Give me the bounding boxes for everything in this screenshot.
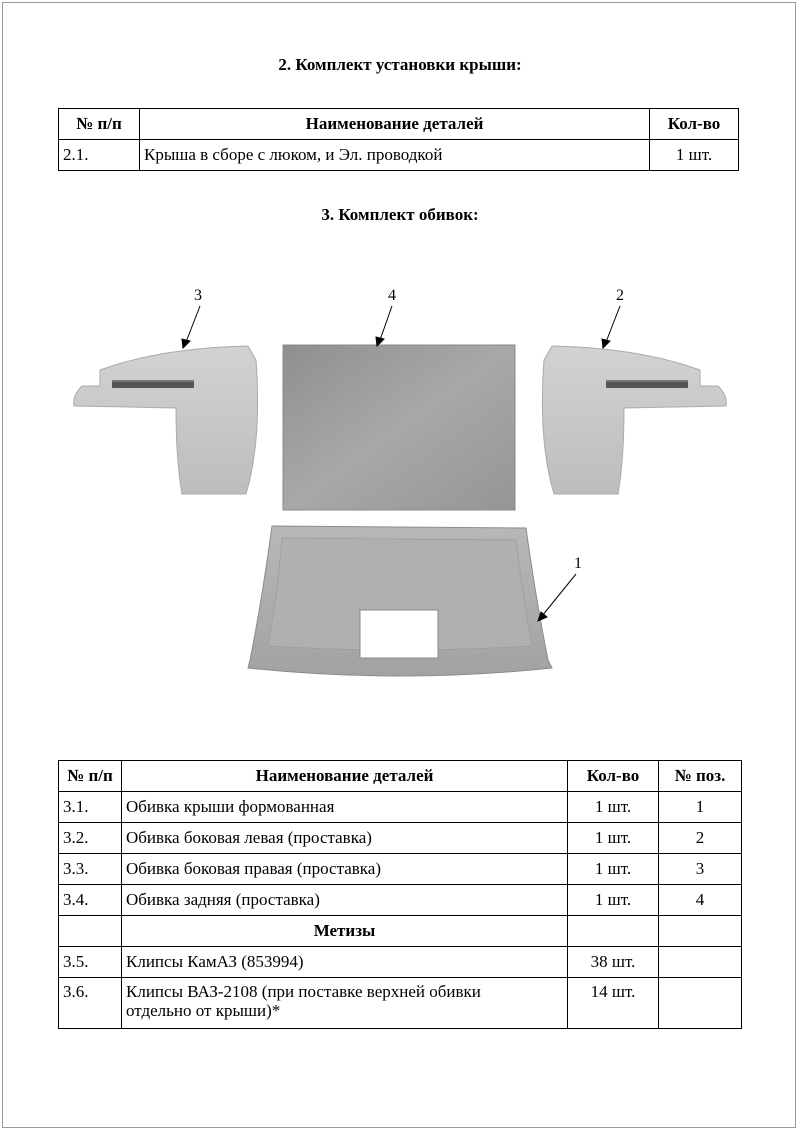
col-name-header: Наименование деталей: [122, 761, 568, 792]
col-pos-header: № поз.: [659, 761, 742, 792]
row-number: 2.1.: [59, 140, 140, 171]
table-row: [59, 823, 742, 854]
row-pos-empty: [659, 947, 742, 978]
row-pos: 4: [659, 885, 742, 916]
row-qty: 1 шт.: [568, 823, 659, 854]
subheading-empty-cell: [59, 916, 122, 947]
hardware-subheading: Метизы: [122, 916, 568, 947]
row-pos: 3: [659, 854, 742, 885]
subheading-empty-cell: [568, 916, 659, 947]
row-qty: 38 шт.: [568, 947, 659, 978]
row-number: 3.3.: [59, 854, 122, 885]
row-name-line1: Клипсы ВАЗ-2108 (при поставке верхней обивки: [126, 982, 481, 1001]
row-qty: 1 шт.: [650, 140, 739, 171]
right-side-panel: [542, 346, 726, 494]
row-qty: 1 шт.: [568, 885, 659, 916]
roof-kit-table: [58, 108, 739, 171]
table-row: [59, 792, 742, 823]
col-qty-header: Кол-во: [568, 761, 659, 792]
row-pos: 1: [659, 792, 742, 823]
subheading-row: [59, 916, 742, 947]
table-row: [59, 978, 742, 1029]
row-pos-empty: [659, 978, 742, 1029]
row-name: Клипсы КамАЗ (853994): [122, 947, 568, 978]
col-qty-header: Кол-во: [650, 109, 739, 140]
row-number: 3.6.: [59, 978, 122, 1029]
row-number: 3.2.: [59, 823, 122, 854]
headliner-panel: [248, 526, 552, 676]
row-name: Крыша в сборе с люком, и Эл. проводкой: [140, 140, 650, 171]
table-row: [59, 854, 742, 885]
row-pos: 2: [659, 823, 742, 854]
row-number: 3.5.: [59, 947, 122, 978]
row-number: 3.4.: [59, 885, 122, 916]
table-header-row: [59, 761, 742, 792]
table-row: [59, 885, 742, 916]
row-name: [122, 978, 568, 1029]
col-number-header: № п/п: [59, 761, 122, 792]
section3-title: 3. Комплект обивок:: [321, 205, 479, 224]
table-row: [59, 140, 739, 171]
trim-kit-table: [58, 760, 742, 1029]
trim-parts-figure: [0, 270, 800, 690]
rear-panel: [283, 345, 515, 510]
callout-label-3: 3: [194, 287, 202, 304]
col-number-header: № п/п: [59, 109, 140, 140]
row-number: 3.1.: [59, 792, 122, 823]
section2-title: 2. Комплект установки крыши:: [278, 55, 522, 74]
row-name-line2: отдельно от крыши)*: [126, 1001, 281, 1020]
col-name-header: Наименование деталей: [140, 109, 650, 140]
callout-label-4: 4: [388, 287, 396, 304]
table-header-row: [59, 109, 739, 140]
row-qty: 1 шт.: [568, 854, 659, 885]
row-qty: 1 шт.: [568, 792, 659, 823]
callout-label-1: 1: [574, 555, 582, 572]
callout-label-2: 2: [616, 287, 624, 304]
subheading-empty-cell: [659, 916, 742, 947]
left-side-panel: [74, 346, 258, 494]
row-name: Обивка крыши формованная: [122, 792, 568, 823]
row-name: Обивка боковая правая (проставка): [122, 854, 568, 885]
table-row: [59, 947, 742, 978]
row-name: Обивка боковая левая (проставка): [122, 823, 568, 854]
row-name: Обивка задняя (проставка): [122, 885, 568, 916]
row-qty: 14 шт.: [568, 978, 659, 1029]
